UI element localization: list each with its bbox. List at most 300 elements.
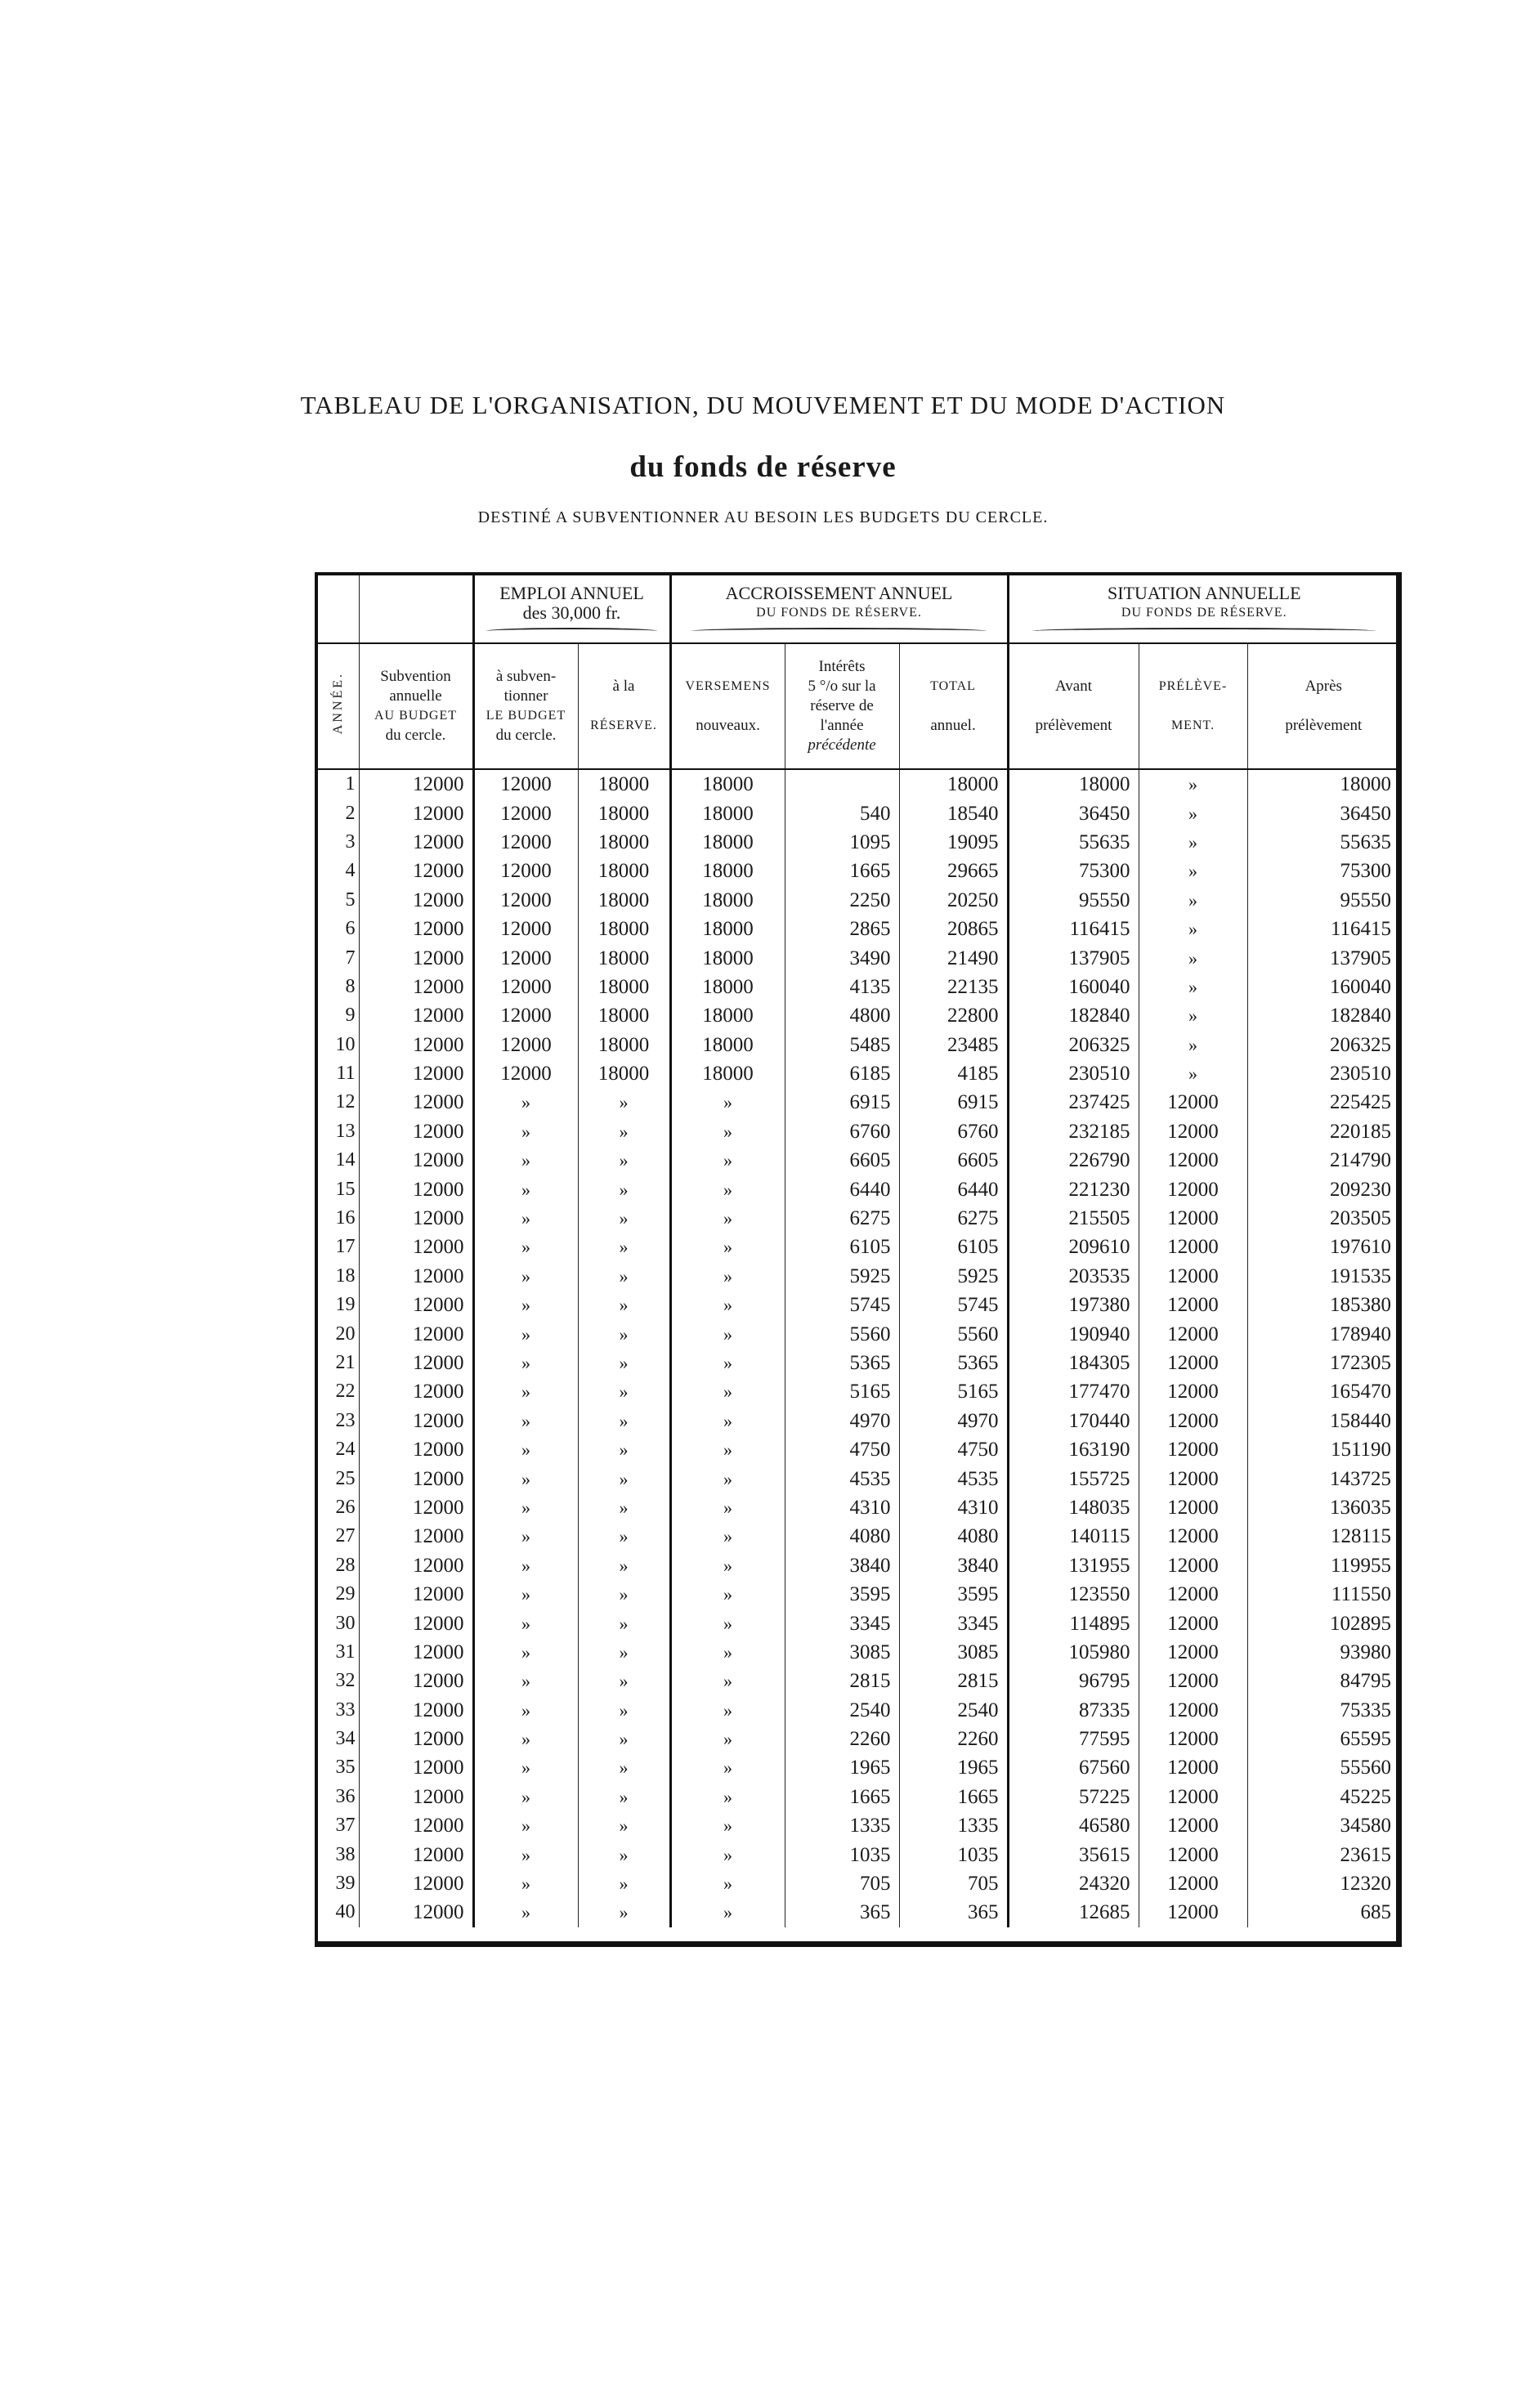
- cell-interets: 2815: [785, 1667, 899, 1695]
- cell-a-la-reserve: »: [578, 1725, 670, 1753]
- cell-prelevement: »: [1139, 915, 1247, 943]
- cell-a-la-reserve: »: [578, 1551, 670, 1580]
- cell-versemens: 18000: [670, 857, 785, 885]
- cell-a-subventionner: »: [473, 1233, 578, 1261]
- cell-apres: 151190: [1330, 1439, 1392, 1461]
- cell-apres: 230510: [1330, 1063, 1392, 1085]
- table-row: [318, 1725, 1399, 1753]
- cell-apres: 165470: [1330, 1381, 1392, 1403]
- cell-avant: 203535: [1008, 1262, 1139, 1291]
- cell-annee: 10: [318, 1031, 359, 1059]
- brace-decoration: [1032, 628, 1376, 634]
- page-title: TABLEAU DE L'ORGANISATION, DU MOUVEMENT ET DU MODE D'ACTION: [300, 391, 1226, 419]
- cell-a-la-reserve: 18000: [578, 1001, 670, 1030]
- cell-subvention: 12000: [359, 973, 473, 1001]
- cell-annee: 3: [318, 828, 359, 857]
- cell-subvention: 12000: [359, 1262, 473, 1291]
- cell-versemens: »: [670, 1840, 785, 1869]
- table-row: [318, 1204, 1399, 1233]
- cell-prelevement: »: [1139, 769, 1247, 799]
- cell-subvention: 12000: [359, 943, 473, 972]
- cell-subvention: 12000: [359, 1840, 473, 1869]
- table-row: [318, 1753, 1399, 1782]
- cell-a-la-reserve: »: [578, 1262, 670, 1291]
- cell-subvention: 12000: [359, 915, 473, 943]
- cell-total: 3345: [899, 1609, 1008, 1637]
- cell-apres: 158440: [1330, 1409, 1392, 1432]
- cell-annee: 12: [318, 1088, 359, 1117]
- cell-a-subventionner: »: [473, 1811, 578, 1840]
- cell-prelevement: 12000: [1139, 1811, 1247, 1840]
- cell-subvention: 12000: [359, 1493, 473, 1522]
- cell-a-la-reserve: »: [578, 1233, 670, 1261]
- cell-a-subventionner: 12000: [473, 769, 578, 799]
- cell-a-la-reserve: »: [578, 1811, 670, 1840]
- cell-total: 5925: [899, 1262, 1008, 1291]
- cell-interets: 4800: [785, 1001, 899, 1030]
- cell-prelevement: 12000: [1139, 1667, 1247, 1695]
- cell-avant: 190940: [1008, 1319, 1139, 1348]
- cell-subvention: 12000: [359, 1696, 473, 1725]
- cell-prelevement: 12000: [1139, 1435, 1247, 1464]
- table-row: [318, 1811, 1399, 1840]
- cell-interets: 1035: [785, 1840, 899, 1869]
- cell-versemens: »: [670, 1783, 785, 1811]
- cell-apres: 18000: [1340, 773, 1392, 796]
- column-header-row: [318, 643, 1399, 769]
- cell-versemens: »: [670, 1291, 785, 1319]
- table-row: [318, 1088, 1399, 1117]
- cell-a-la-reserve: »: [578, 1319, 670, 1348]
- cell-a-subventionner: 12000: [473, 886, 578, 915]
- cell-interets: 3345: [785, 1609, 899, 1637]
- cell-avant: 87335: [1008, 1696, 1139, 1725]
- cell-annee: 14: [318, 1146, 359, 1175]
- cell-versemens: 18000: [670, 973, 785, 1001]
- cell-avant: 209610: [1008, 1233, 1139, 1261]
- cell-versemens: 18000: [670, 943, 785, 972]
- cell-a-la-reserve: »: [578, 1840, 670, 1869]
- cell-annee: 11: [318, 1059, 359, 1088]
- cell-avant: 197380: [1008, 1291, 1139, 1319]
- cell-prelevement: »: [1139, 857, 1247, 885]
- cell-apres: 75335: [1340, 1699, 1392, 1721]
- cell-versemens: »: [670, 1377, 785, 1406]
- cell-a-la-reserve: »: [578, 1609, 670, 1637]
- cell-avant: 116415: [1008, 915, 1139, 943]
- cell-prelevement: 12000: [1139, 1233, 1247, 1261]
- cell-annee: 25: [318, 1464, 359, 1493]
- cell-a-subventionner: 12000: [473, 857, 578, 885]
- cell-apres: 36450: [1340, 802, 1392, 825]
- cell-a-subventionner: »: [473, 1146, 578, 1175]
- cell-avant: 35615: [1008, 1840, 1139, 1869]
- cell-total: 18000: [899, 769, 1008, 799]
- cell-prelevement: 12000: [1139, 1580, 1247, 1609]
- cell-a-subventionner: »: [473, 1753, 578, 1782]
- cell-a-subventionner: 12000: [473, 1059, 578, 1088]
- table-row: [318, 857, 1399, 885]
- cell-annee: 18: [318, 1262, 359, 1291]
- cell-subvention: 12000: [359, 1522, 473, 1551]
- cell-subvention: 12000: [359, 1551, 473, 1580]
- cell-versemens: »: [670, 1609, 785, 1637]
- cell-avant: 57225: [1008, 1783, 1139, 1811]
- cell-versemens: »: [670, 1522, 785, 1551]
- cell-apres: 136035: [1330, 1496, 1392, 1519]
- cell-annee: 22: [318, 1377, 359, 1406]
- cell-apres: 178940: [1330, 1323, 1392, 1345]
- cell-total: 29665: [899, 857, 1008, 885]
- cell-prelevement: 12000: [1139, 1638, 1247, 1667]
- cell-a-la-reserve: 18000: [578, 857, 670, 885]
- cell-annee: 34: [318, 1725, 359, 1753]
- cell-subvention: 12000: [359, 1001, 473, 1030]
- cell-a-subventionner: »: [473, 1580, 578, 1609]
- cell-avant: 160040: [1008, 973, 1139, 1001]
- cell-interets: 4080: [785, 1522, 899, 1551]
- cell-total: 705: [899, 1869, 1008, 1898]
- cell-avant: 67560: [1008, 1753, 1139, 1782]
- table-row: [318, 1117, 1399, 1146]
- cell-total: 1335: [899, 1811, 1008, 1840]
- page-caption: DESTINÉ A SUBVENTIONNER AU BESOIN LES BUDGETS DU CERCLE.: [477, 508, 1049, 526]
- cell-versemens: »: [670, 1464, 785, 1493]
- cell-a-subventionner: »: [473, 1522, 578, 1551]
- cell-a-la-reserve: »: [578, 1493, 670, 1522]
- cell-versemens: »: [670, 1551, 785, 1580]
- cell-interets: 1665: [785, 857, 899, 885]
- cell-avant: 75300: [1008, 857, 1139, 885]
- cell-total: 23485: [899, 1031, 1008, 1059]
- cell-avant: 18000: [1008, 769, 1139, 799]
- cell-versemens: »: [670, 1349, 785, 1377]
- cell-versemens: 18000: [670, 799, 785, 827]
- cell-versemens: »: [670, 1811, 785, 1840]
- cell-prelevement: 12000: [1139, 1464, 1247, 1493]
- cell-interets: 365: [785, 1898, 899, 1927]
- cell-a-subventionner: 12000: [473, 943, 578, 972]
- cell-interets: 6915: [785, 1088, 899, 1117]
- cell-prelevement: 12000: [1139, 1869, 1247, 1898]
- cell-prelevement: 12000: [1139, 1204, 1247, 1233]
- cell-avant: 24320: [1008, 1869, 1139, 1898]
- group-header-row: [318, 575, 1399, 643]
- table-row: [318, 1522, 1399, 1551]
- cell-subvention: 12000: [359, 1233, 473, 1261]
- cell-subvention: 12000: [359, 1291, 473, 1319]
- cell-a-la-reserve: 18000: [578, 1031, 670, 1059]
- table-row: [318, 1464, 1399, 1493]
- cell-a-la-reserve: 18000: [578, 769, 670, 799]
- cell-avant: 230510: [1008, 1059, 1139, 1088]
- table-row: [318, 915, 1399, 943]
- reserve-fund-table: [315, 572, 1402, 1947]
- cell-subvention: 12000: [359, 1898, 473, 1927]
- cell-prelevement: 12000: [1139, 1725, 1247, 1753]
- cell-a-la-reserve: »: [578, 1667, 670, 1695]
- cell-a-subventionner: »: [473, 1869, 578, 1898]
- cell-interets: 2250: [785, 886, 899, 915]
- table-row: [318, 1377, 1399, 1406]
- cell-a-subventionner: »: [473, 1783, 578, 1811]
- cell-total: 19095: [899, 828, 1008, 857]
- table-row: [318, 1869, 1399, 1898]
- table-row: [318, 1146, 1399, 1175]
- cell-a-la-reserve: »: [578, 1377, 670, 1406]
- col-header-a-la-reserve: à la RÉSERVE.: [578, 643, 670, 769]
- cell-interets: 1965: [785, 1753, 899, 1782]
- cell-apres: 203505: [1330, 1207, 1392, 1230]
- cell-total: 20865: [899, 915, 1008, 943]
- cell-interets: 540: [785, 799, 899, 827]
- cell-a-subventionner: »: [473, 1609, 578, 1637]
- cell-prelevement: 12000: [1139, 1696, 1247, 1725]
- cell-avant: 46580: [1008, 1811, 1139, 1840]
- cell-total: 3595: [899, 1580, 1008, 1609]
- cell-prelevement: 12000: [1139, 1522, 1247, 1551]
- cell-subvention: 12000: [359, 1435, 473, 1464]
- cell-versemens: »: [670, 1088, 785, 1117]
- cell-a-subventionner: »: [473, 1725, 578, 1753]
- cell-versemens: »: [670, 1580, 785, 1609]
- cell-total: 2260: [899, 1725, 1008, 1753]
- cell-total: 2540: [899, 1696, 1008, 1725]
- cell-interets: 4970: [785, 1407, 899, 1435]
- cell-apres: 119955: [1330, 1554, 1392, 1577]
- cell-a-subventionner: 12000: [473, 973, 578, 1001]
- cell-total: 6105: [899, 1233, 1008, 1261]
- cell-avant: 123550: [1008, 1580, 1139, 1609]
- cell-a-la-reserve: »: [578, 1407, 670, 1435]
- cell-interets: 1095: [785, 828, 899, 857]
- cell-avant: 131955: [1008, 1551, 1139, 1580]
- cell-prelevement: »: [1139, 1001, 1247, 1030]
- cell-versemens: »: [670, 1175, 785, 1203]
- cell-total: 5560: [899, 1319, 1008, 1348]
- cell-interets: 5365: [785, 1349, 899, 1377]
- cell-versemens: »: [670, 1696, 785, 1725]
- cell-annee: 2: [318, 799, 359, 827]
- cell-total: 4750: [899, 1435, 1008, 1464]
- cell-versemens: 18000: [670, 1059, 785, 1088]
- cell-a-la-reserve: »: [578, 1117, 670, 1146]
- cell-interets: 4135: [785, 973, 899, 1001]
- cell-subvention: 12000: [359, 1638, 473, 1667]
- cell-subvention: 12000: [359, 769, 473, 799]
- cell-annee: 31: [318, 1638, 359, 1667]
- cell-versemens: »: [670, 1869, 785, 1898]
- cell-subvention: 12000: [359, 1204, 473, 1233]
- cell-annee: 27: [318, 1522, 359, 1551]
- cell-interets: 3595: [785, 1580, 899, 1609]
- cell-a-subventionner: »: [473, 1667, 578, 1695]
- cell-subvention: 12000: [359, 1580, 473, 1609]
- cell-versemens: 18000: [670, 828, 785, 857]
- cell-annee: 19: [318, 1291, 359, 1319]
- cell-interets: 5485: [785, 1031, 899, 1059]
- cell-total: 5165: [899, 1377, 1008, 1406]
- cell-a-subventionner: »: [473, 1638, 578, 1667]
- accroissement-group-header: ACCROISSEMENT ANNUEL DU FONDS DE RÉSERVE.: [670, 575, 1008, 643]
- cell-interets: 2865: [785, 915, 899, 943]
- cell-interets: 4535: [785, 1464, 899, 1493]
- cell-apres: 84795: [1340, 1670, 1392, 1693]
- cell-a-subventionner: 12000: [473, 1001, 578, 1030]
- cell-avant: 77595: [1008, 1725, 1139, 1753]
- cell-avant: 114895: [1008, 1609, 1139, 1637]
- cell-a-la-reserve: 18000: [578, 799, 670, 827]
- cell-versemens: »: [670, 1146, 785, 1175]
- cell-a-subventionner: »: [473, 1204, 578, 1233]
- cell-a-la-reserve: 18000: [578, 1059, 670, 1088]
- cell-interets: 6185: [785, 1059, 899, 1088]
- cell-interets: 4310: [785, 1493, 899, 1522]
- cell-avant: 215505: [1008, 1204, 1139, 1233]
- cell-subvention: 12000: [359, 1753, 473, 1782]
- cell-versemens: »: [670, 1435, 785, 1464]
- cell-a-la-reserve: »: [578, 1464, 670, 1493]
- cell-avant: 237425: [1008, 1088, 1139, 1117]
- table-row: [318, 1493, 1399, 1522]
- cell-apres: 55635: [1340, 830, 1392, 853]
- cell-prelevement: 12000: [1139, 1493, 1247, 1522]
- cell-avant: 182840: [1008, 1001, 1139, 1030]
- situation-group-header: SITUATION ANNUELLE DU FONDS DE RÉSERVE.: [1008, 575, 1399, 643]
- table-row: [318, 1551, 1399, 1580]
- cell-avant: 55635: [1008, 828, 1139, 857]
- cell-interets: 3085: [785, 1638, 899, 1667]
- brace-decoration: [691, 628, 987, 634]
- cell-annee: 1: [318, 769, 359, 799]
- cell-subvention: 12000: [359, 857, 473, 885]
- cell-prelevement: 12000: [1139, 1146, 1247, 1175]
- cell-annee: 23: [318, 1407, 359, 1435]
- cell-versemens: »: [670, 1493, 785, 1522]
- cell-a-subventionner: »: [473, 1262, 578, 1291]
- cell-avant: 137905: [1008, 943, 1139, 972]
- cell-apres: 191535: [1330, 1264, 1392, 1287]
- cell-subvention: 12000: [359, 1464, 473, 1493]
- cell-a-subventionner: 12000: [473, 1031, 578, 1059]
- cell-subvention: 12000: [359, 1407, 473, 1435]
- table-row: [318, 1262, 1399, 1291]
- cell-total: 3085: [899, 1638, 1008, 1667]
- cell-annee: 35: [318, 1753, 359, 1782]
- cell-a-subventionner: »: [473, 1493, 578, 1522]
- cell-annee: 17: [318, 1233, 359, 1261]
- emploi-group-header: EMPLOI ANNUEL des 30,000 fr.: [473, 575, 670, 643]
- cell-subvention: 12000: [359, 1117, 473, 1146]
- cell-interets: 1335: [785, 1811, 899, 1840]
- cell-subvention: 12000: [359, 799, 473, 827]
- cell-a-subventionner: »: [473, 1291, 578, 1319]
- cell-prelevement: »: [1139, 886, 1247, 915]
- cell-avant: 226790: [1008, 1146, 1139, 1175]
- cell-versemens: »: [670, 1233, 785, 1261]
- cell-total: 3840: [899, 1551, 1008, 1580]
- table-row: [318, 769, 1399, 799]
- cell-prelevement: 12000: [1139, 1840, 1247, 1869]
- table-row: [318, 943, 1399, 972]
- cell-apres: 128115: [1330, 1525, 1392, 1548]
- cell-a-subventionner: »: [473, 1175, 578, 1203]
- table-row: [318, 1667, 1399, 1695]
- cell-a-subventionner: »: [473, 1435, 578, 1464]
- cell-a-subventionner: »: [473, 1696, 578, 1725]
- cell-prelevement: 12000: [1139, 1291, 1247, 1319]
- col-header-avant: Avant prélèvement: [1008, 643, 1139, 769]
- cell-apres: 225425: [1330, 1091, 1392, 1114]
- cell-versemens: 18000: [670, 769, 785, 799]
- cell-avant: 206325: [1008, 1031, 1139, 1059]
- cell-prelevement: 12000: [1139, 1088, 1247, 1117]
- brace-decoration: [486, 628, 657, 634]
- cell-apres: 45225: [1340, 1785, 1392, 1808]
- cell-subvention: 12000: [359, 1869, 473, 1898]
- table-row: [318, 1580, 1399, 1609]
- cell-interets: 5745: [785, 1291, 899, 1319]
- cell-a-subventionner: 12000: [473, 828, 578, 857]
- cell-versemens: 18000: [670, 915, 785, 943]
- cell-total: 1665: [899, 1783, 1008, 1811]
- cell-versemens: »: [670, 1667, 785, 1695]
- cell-interets: 1665: [785, 1783, 899, 1811]
- cell-prelevement: 12000: [1139, 1117, 1247, 1146]
- cell-interets: 3490: [785, 943, 899, 972]
- cell-prelevement: 12000: [1139, 1753, 1247, 1782]
- cell-annee: 15: [318, 1175, 359, 1203]
- table-row: [318, 1898, 1399, 1927]
- cell-prelevement: 12000: [1139, 1407, 1247, 1435]
- table-row: [318, 1001, 1399, 1030]
- table-row: [318, 1638, 1399, 1667]
- col-header-a-subventionner: à subven- tionner LE BUDGET du cercle.: [473, 643, 578, 769]
- cell-avant: 148035: [1008, 1493, 1139, 1522]
- cell-total: 6915: [899, 1088, 1008, 1117]
- table-row: [318, 886, 1399, 915]
- cell-interets: 5560: [785, 1319, 899, 1348]
- cell-total: 2815: [899, 1667, 1008, 1695]
- cell-interets: 5165: [785, 1377, 899, 1406]
- cell-subvention: 12000: [359, 1377, 473, 1406]
- cell-annee: 20: [318, 1319, 359, 1348]
- cell-apres: 182840: [1330, 1005, 1392, 1027]
- cell-a-la-reserve: »: [578, 1638, 670, 1667]
- cell-a-la-reserve: »: [578, 1291, 670, 1319]
- cell-annee: 33: [318, 1696, 359, 1725]
- cell-interets: 6275: [785, 1204, 899, 1233]
- cell-subvention: 12000: [359, 1031, 473, 1059]
- cell-annee: 26: [318, 1493, 359, 1522]
- cell-total: 1035: [899, 1840, 1008, 1869]
- cell-annee: 13: [318, 1117, 359, 1146]
- cell-prelevement: 12000: [1139, 1609, 1247, 1637]
- cell-a-la-reserve: 18000: [578, 915, 670, 943]
- cell-a-la-reserve: »: [578, 1580, 670, 1609]
- table-row: [318, 1319, 1399, 1348]
- cell-versemens: »: [670, 1753, 785, 1782]
- cell-a-subventionner: 12000: [473, 799, 578, 827]
- col-header-subvention: Subvention annuelle AU BUDGET du cercle.: [359, 643, 473, 769]
- cell-total: 6605: [899, 1146, 1008, 1175]
- cell-prelevement: 12000: [1139, 1262, 1247, 1291]
- cell-annee: 38: [318, 1840, 359, 1869]
- cell-versemens: »: [670, 1407, 785, 1435]
- cell-annee: 8: [318, 973, 359, 1001]
- cell-subvention: 12000: [359, 1319, 473, 1348]
- cell-a-la-reserve: 18000: [578, 973, 670, 1001]
